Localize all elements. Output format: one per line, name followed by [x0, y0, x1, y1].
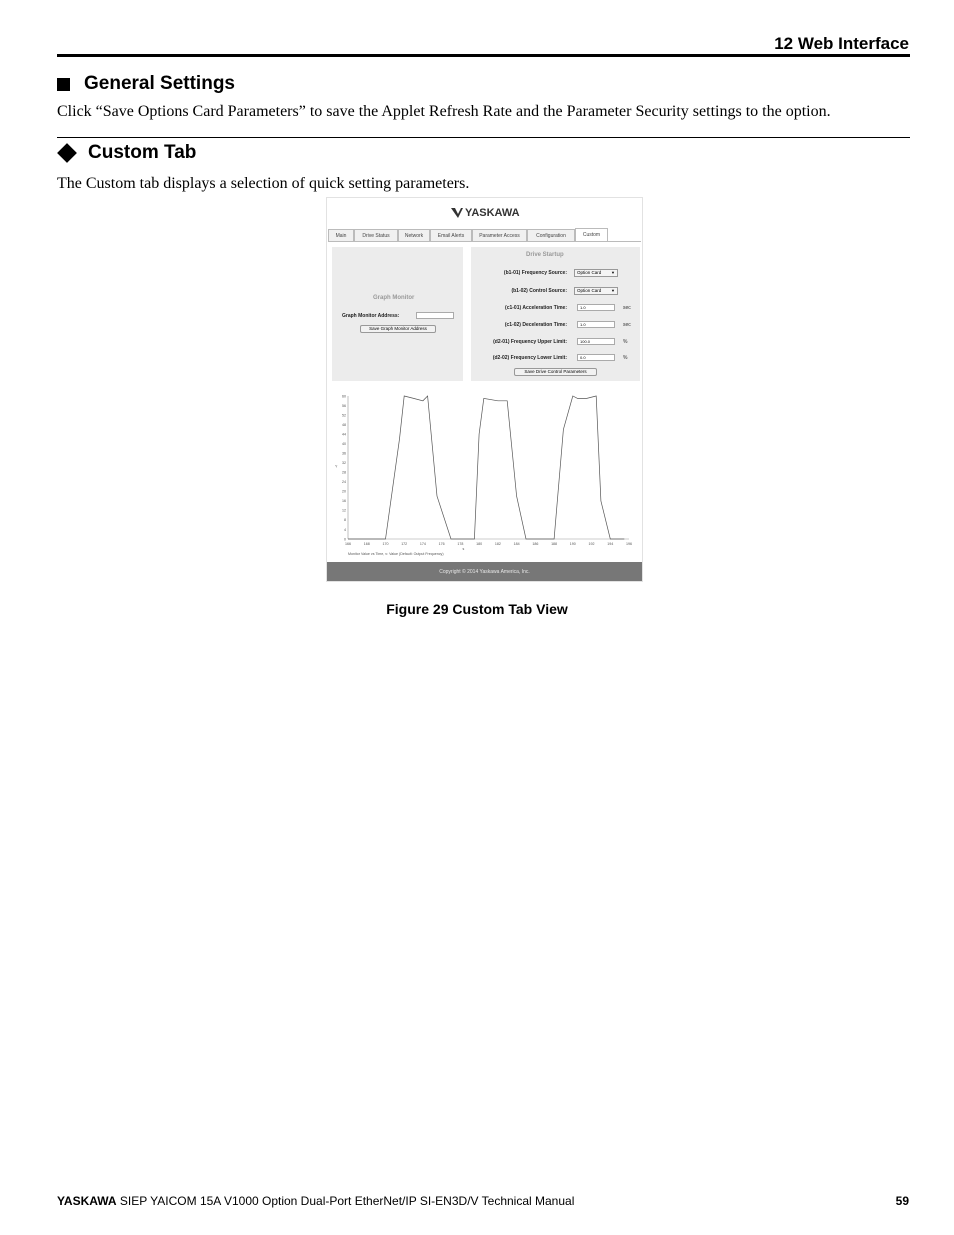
freq-lower-unit: % — [623, 355, 628, 361]
custom-tab-title: Custom Tab — [88, 142, 197, 163]
y-tick-label: 16 — [342, 499, 346, 504]
tab-configuration[interactable]: Configuration — [527, 229, 575, 241]
x-tick-label: 172 — [401, 542, 408, 546]
tab-parameter-access[interactable]: Parameter Access — [472, 229, 527, 241]
footer-brand: YASKAWA — [57, 1194, 117, 1208]
tab-bar — [328, 229, 641, 242]
copyright-text: Copyright © 2014 Yaskawa America, Inc. — [439, 568, 530, 575]
x-tick-label: 168 — [363, 542, 370, 546]
y-tick-label: 48 — [342, 422, 346, 427]
header-rule — [57, 54, 910, 57]
freq-source-select[interactable] — [574, 269, 618, 277]
drive-startup-panel — [471, 247, 640, 381]
general-settings-title: General Settings — [84, 73, 235, 94]
y-tick-label: 36 — [342, 451, 346, 456]
x-tick-label: 194 — [607, 542, 614, 546]
y-tick-label: 0 — [344, 537, 346, 542]
accel-time-input[interactable]: 1.0 — [577, 304, 615, 311]
page-footer — [57, 1194, 574, 1208]
freq-upper-unit: % — [623, 339, 628, 345]
custom-tab-figure — [326, 197, 643, 582]
accel-time-label: (c1-01) Acceleration Time: — [505, 305, 567, 311]
x-tick-label: 192 — [588, 542, 595, 546]
freq-upper-label: (d2-01) Frequency Upper Limit: — [493, 339, 567, 345]
tab-main[interactable]: Main — [328, 229, 354, 241]
y-tick-label: 32 — [342, 461, 346, 466]
tab-email-alerts[interactable]: Email Alerts — [430, 229, 472, 241]
x-tick-label: 166 — [345, 542, 351, 546]
page-number: 59 — [895, 1194, 909, 1208]
figure-caption: Figure 29 Custom Tab View — [386, 601, 568, 617]
y-tick-label: 4 — [344, 527, 346, 532]
custom-tab-heading — [57, 142, 196, 164]
y-tick-label: 40 — [342, 441, 346, 446]
y-tick-label: 56 — [342, 403, 346, 408]
freq-lower-input[interactable]: 0.0 — [577, 354, 615, 361]
yaskawa-logo-icon — [451, 208, 463, 218]
tab-custom[interactable]: Custom — [575, 228, 608, 241]
x-tick-label: 178 — [457, 542, 464, 546]
y-tick-label: 44 — [342, 432, 346, 437]
yaskawa-logo — [451, 207, 520, 219]
chevron-down-icon: ▼ — [611, 288, 615, 293]
x-tick-label: 176 — [438, 542, 445, 546]
x-tick-label: 188 — [551, 542, 558, 546]
diamond-bullet-icon — [57, 143, 77, 163]
tab-drive-status[interactable]: Drive Status — [354, 229, 398, 241]
x-axis-label: s — [462, 547, 465, 551]
ctrl-source-value: Option Card — [577, 288, 602, 293]
y-tick-label: 8 — [344, 518, 346, 523]
x-tick-label: 196 — [626, 542, 632, 546]
chart-caption-text: Monitor Value vs Time, v: Value (Default: Output Frequency) — [348, 552, 444, 556]
freq-upper-input[interactable]: 100.0 — [577, 338, 615, 345]
general-settings-heading — [57, 73, 235, 95]
accel-time-unit: sec — [623, 305, 631, 311]
save-drive-control-button[interactable]: Save Drive Control Parameters — [514, 368, 597, 376]
y-tick-label: 20 — [342, 489, 346, 494]
graph-monitor-panel — [332, 247, 463, 381]
decel-time-unit: sec — [623, 322, 631, 328]
y-axis-label: Y — [335, 464, 338, 469]
x-tick-label: 180 — [476, 542, 483, 546]
freq-source-label: (b1-01) Frequency Source: — [503, 270, 567, 276]
graph-monitor-title: Graph Monitor — [373, 295, 415, 301]
footer-text: SIEP YAICOM 15A V1000 Option Dual-Port EtherNet/IP SI-EN3D/V Technical Manual — [116, 1194, 575, 1208]
x-tick-label: 190 — [569, 542, 576, 546]
y-tick-label: 60 — [342, 394, 346, 399]
square-bullet-icon — [57, 78, 70, 91]
x-tick-label: 174 — [419, 542, 426, 546]
graph-monitor-address-input[interactable] — [416, 312, 454, 319]
freq-lower-label: (d2-02) Frequency Lower Limit: — [492, 355, 567, 361]
save-graph-monitor-button[interactable]: Save Graph Monitor Address — [360, 325, 436, 333]
logo-text: YASKAWA — [465, 207, 520, 219]
running-header: 12 Web Interface — [774, 34, 909, 53]
x-tick-label: 170 — [382, 542, 389, 546]
custom-tab-body: The Custom tab displays a selection of quick setting parameters. — [57, 175, 470, 192]
x-tick-label: 182 — [494, 542, 501, 546]
general-settings-body: Click “Save Options Card Parameters” to save the Applet Refresh Rate and the Parameter Security settings to the option. — [57, 103, 831, 120]
y-tick-label: 28 — [342, 470, 346, 475]
chevron-down-icon: ▼ — [611, 270, 615, 275]
tab-network[interactable]: Network — [398, 229, 430, 241]
y-tick-label: 12 — [342, 508, 346, 513]
y-tick-label: 24 — [342, 480, 346, 485]
drive-startup-title: Drive Startup — [526, 252, 564, 258]
decel-time-label: (c1-02) Deceleration Time: — [504, 322, 567, 328]
y-tick-label: 52 — [342, 413, 346, 418]
graph-monitor-address-label: Graph Monitor Address: — [342, 313, 400, 319]
ctrl-source-label: (b1-02) Control Source: — [511, 288, 567, 294]
section-rule — [57, 137, 910, 138]
freq-source-value: Option Card — [577, 270, 602, 275]
ctrl-source-select[interactable] — [574, 287, 618, 295]
series-line — [348, 396, 624, 539]
decel-time-input[interactable]: 1.0 — [577, 321, 615, 328]
x-tick-label: 186 — [532, 542, 539, 546]
x-tick-label: 184 — [513, 542, 520, 546]
graph-monitor-chart — [331, 391, 637, 558]
copyright-bar — [327, 562, 642, 581]
